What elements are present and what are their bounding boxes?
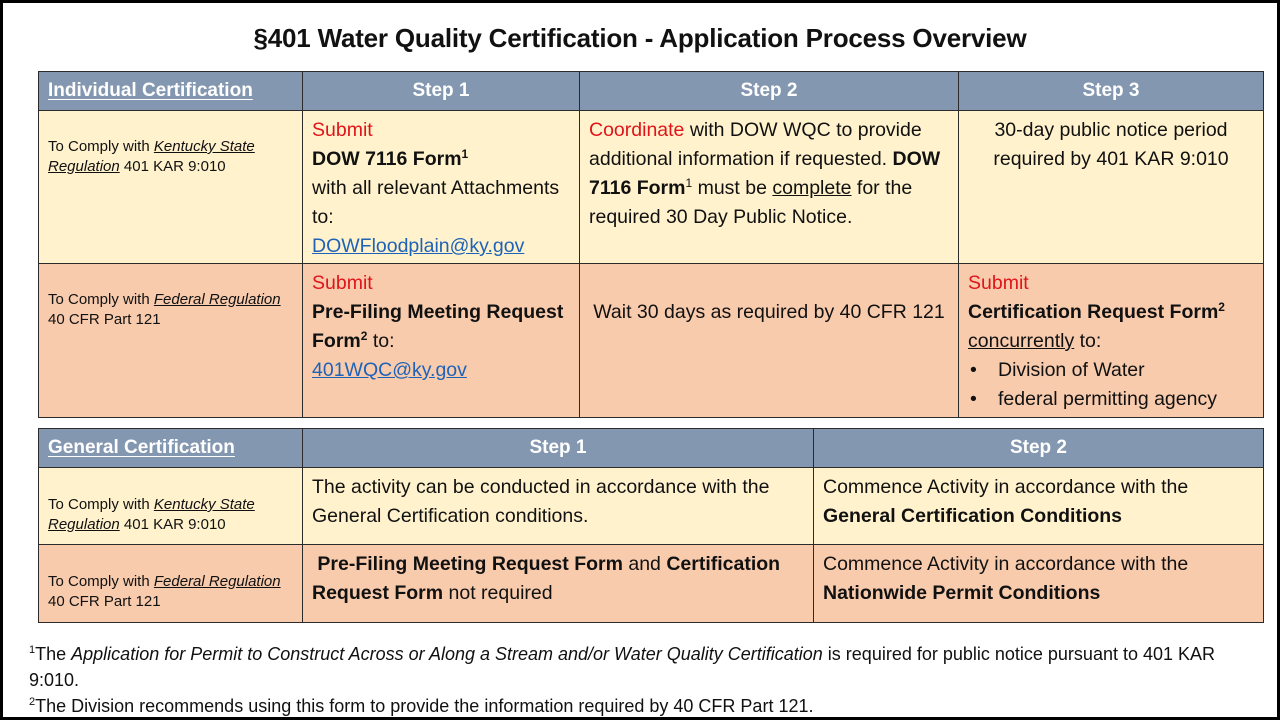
individual-certification-heading: Individual Certification bbox=[39, 72, 303, 111]
individual-federal-step2: Wait 30 days as required by 40 CFR 121 bbox=[580, 264, 959, 418]
dow-floodplain-email-link[interactable]: DOWFloodplain@ky.gov bbox=[312, 235, 525, 257]
submit-action: Submit bbox=[312, 272, 373, 294]
page-title: §401 Water Quality Certification - Application Process Overview bbox=[253, 23, 1027, 53]
submit-action: Submit bbox=[968, 272, 1029, 294]
state-regulation-label: To Comply with Kentucky State Regulation 401 KAR 9:010 bbox=[39, 468, 303, 545]
general-federal-step1: Pre-Filing Meeting Request Form and Certification Request Form not required bbox=[303, 545, 814, 623]
general-state-row bbox=[39, 468, 1264, 545]
individual-state-step1 bbox=[303, 111, 580, 264]
footnote-ref: 2 bbox=[360, 329, 368, 343]
step2-heading: Step 2 bbox=[580, 72, 959, 111]
footnote-1: $^1$The Application for Permit to Construct Across or Along a Stream and/or Water Quality Certification is required for public notice pursuant to 401 KAR 9:010. bbox=[29, 644, 1216, 690]
individual-certification-table bbox=[38, 71, 1264, 418]
general-certification-heading: General Certification bbox=[39, 429, 303, 468]
general-federal-row bbox=[39, 545, 1264, 623]
individual-state-step3: 30-day public notice period required by 401 KAR 9:010 bbox=[959, 111, 1264, 264]
state-regulation-label: To Comply with Kentucky State Regulation 401 KAR 9:010 bbox=[39, 111, 303, 264]
step3-heading: Step 3 bbox=[959, 72, 1264, 111]
form-name: DOW 7116 Form$^1$ bbox=[312, 147, 469, 170]
individual-state-row bbox=[39, 111, 1264, 264]
footnote-ref: 1 bbox=[461, 147, 469, 161]
individual-federal-row bbox=[39, 264, 1264, 418]
individual-state-step2: Coordinate with DOW WQC to provide additional information if requested. DOW 7116 Form$^1$ must be complete for the required 30 Day Public Notice. bbox=[580, 111, 959, 264]
step2-heading: Step 2 bbox=[814, 429, 1264, 468]
recipient-list bbox=[968, 356, 1254, 414]
individual-header-row bbox=[39, 72, 1264, 111]
submit-action: Submit bbox=[312, 119, 373, 141]
footnote-ref: 1 bbox=[685, 176, 693, 190]
401wqc-email-link[interactable]: 401WQC@ky.gov bbox=[312, 359, 467, 381]
general-header-row bbox=[39, 429, 1264, 468]
footnote-2: $^2$The Division recommends using this form to provide the information required by 40 CFR Part 121. bbox=[29, 696, 814, 716]
step1-heading: Step 1 bbox=[303, 429, 814, 468]
footnote-ref: 2 bbox=[1218, 300, 1225, 314]
list-item: • federal permitting agency bbox=[968, 385, 1254, 414]
step-text: with all relevant Attachments to: bbox=[312, 177, 560, 228]
general-state-step2: Commence Activity in accordance with the General Certification Conditions bbox=[814, 468, 1264, 545]
general-certification-table bbox=[38, 428, 1264, 623]
general-federal-step2: Commence Activity in accordance with the Nationwide Permit Conditions bbox=[814, 545, 1264, 623]
footnotes bbox=[29, 641, 1249, 719]
federal-regulation-label: To Comply with Federal Regulation 40 CFR Part 121 bbox=[39, 545, 303, 623]
list-item: • Division of Water bbox=[968, 356, 1254, 385]
individual-federal-step1: Submit Pre-Filing Meeting Request Form$^2$ to: 401WQC@ky.gov bbox=[303, 264, 580, 418]
individual-federal-step3: Submit Certification Request Form$^2$ concurrently to: • Division of Water • federal permitting agency bbox=[959, 264, 1264, 418]
general-state-step1: The activity can be conducted in accordance with the General Certification conditions. bbox=[303, 468, 814, 545]
step1-heading: Step 1 bbox=[303, 72, 580, 111]
coordinate-action: Coordinate bbox=[589, 119, 685, 141]
federal-regulation-label: To Comply with Federal Regulation 40 CFR Part 121 bbox=[39, 264, 303, 418]
